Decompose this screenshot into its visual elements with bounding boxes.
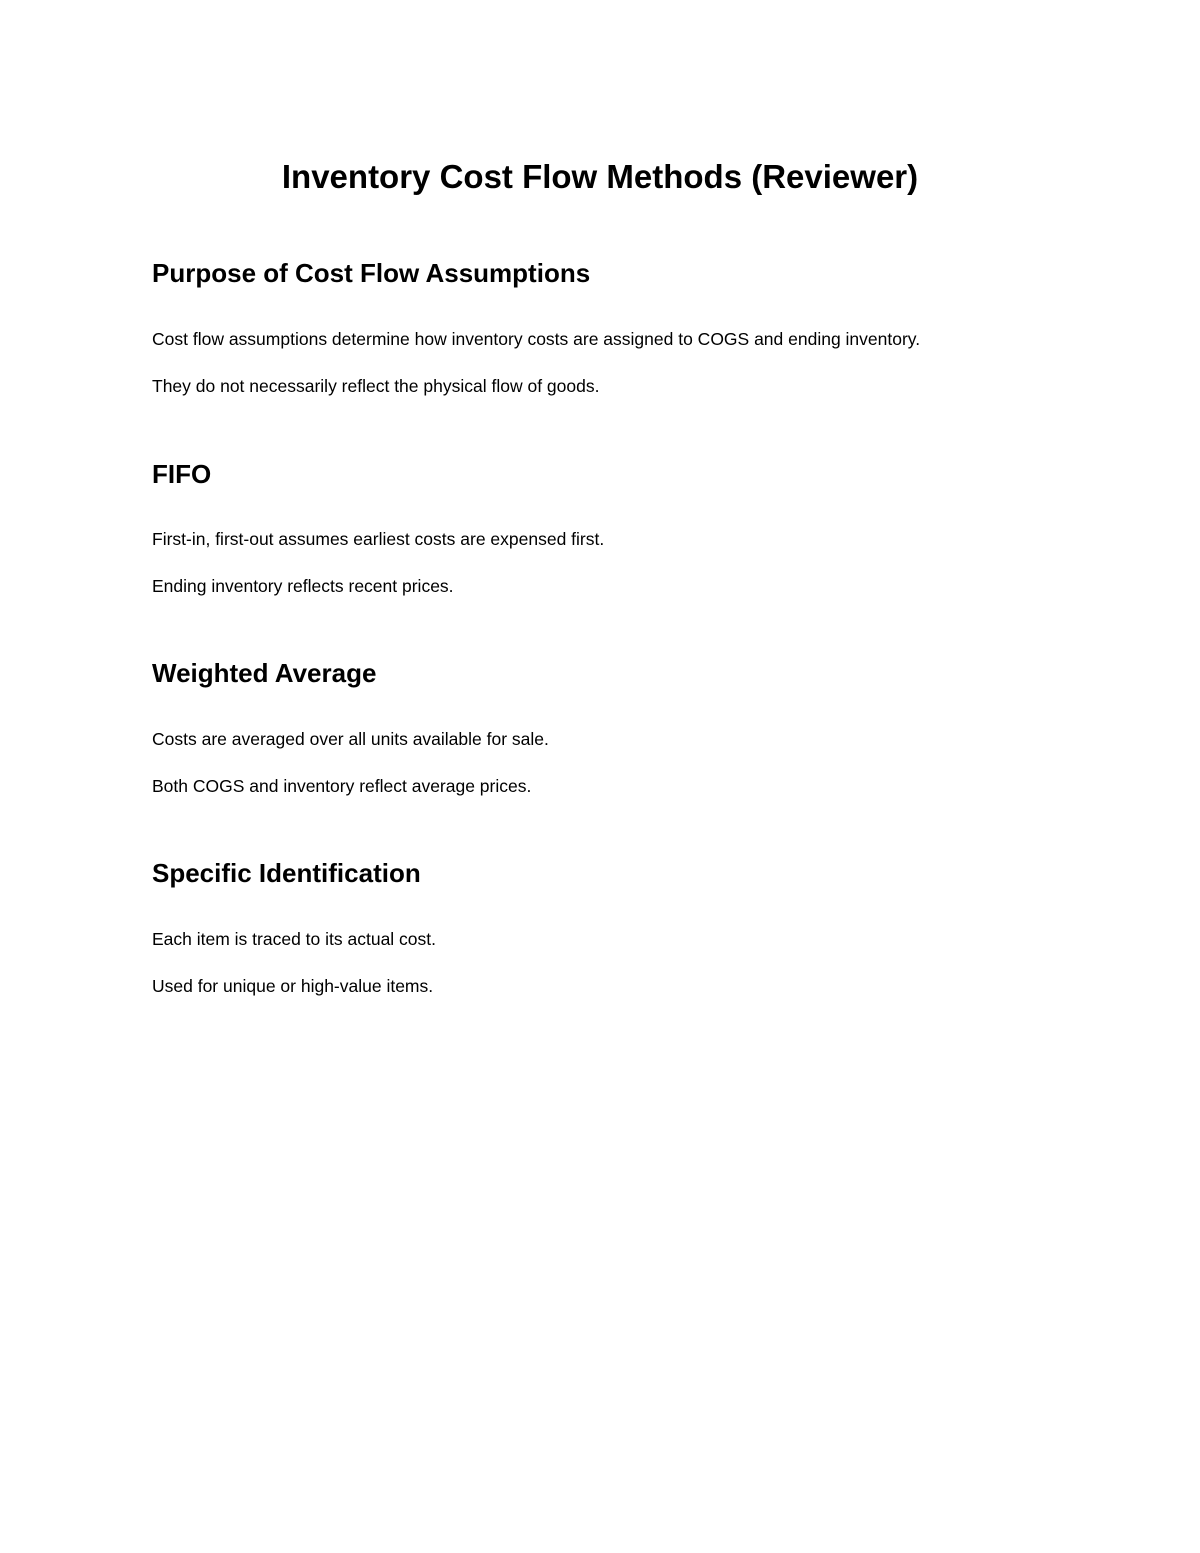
paragraph: Each item is traced to its actual cost. — [152, 929, 437, 949]
document-title: Inventory Cost Flow Methods (Reviewer) — [281, 158, 919, 195]
section-heading-fifo: FIFO — [152, 459, 212, 489]
paragraph: Both COGS and inventory reflect average prices. — [152, 776, 532, 796]
paragraph: They do not necessarily reflect the physical flow of goods. — [152, 376, 600, 396]
paragraph: Costs are averaged over all units available for sale. — [152, 729, 549, 749]
paragraph: Cost flow assumptions determine how inventory costs are assigned to COGS and ending inventory. — [152, 329, 921, 349]
section-heading-weighted-average: Weighted Average — [152, 658, 377, 688]
section-heading-specific-identification: Specific Identification — [152, 858, 421, 888]
section-heading-purpose: Purpose of Cost Flow Assumptions — [152, 258, 591, 288]
paragraph: Used for unique or high-value items. — [152, 976, 434, 996]
paragraph: First-in, first-out assumes earliest costs are expensed first. — [152, 529, 605, 549]
paragraph: Ending inventory reflects recent prices. — [152, 576, 454, 596]
